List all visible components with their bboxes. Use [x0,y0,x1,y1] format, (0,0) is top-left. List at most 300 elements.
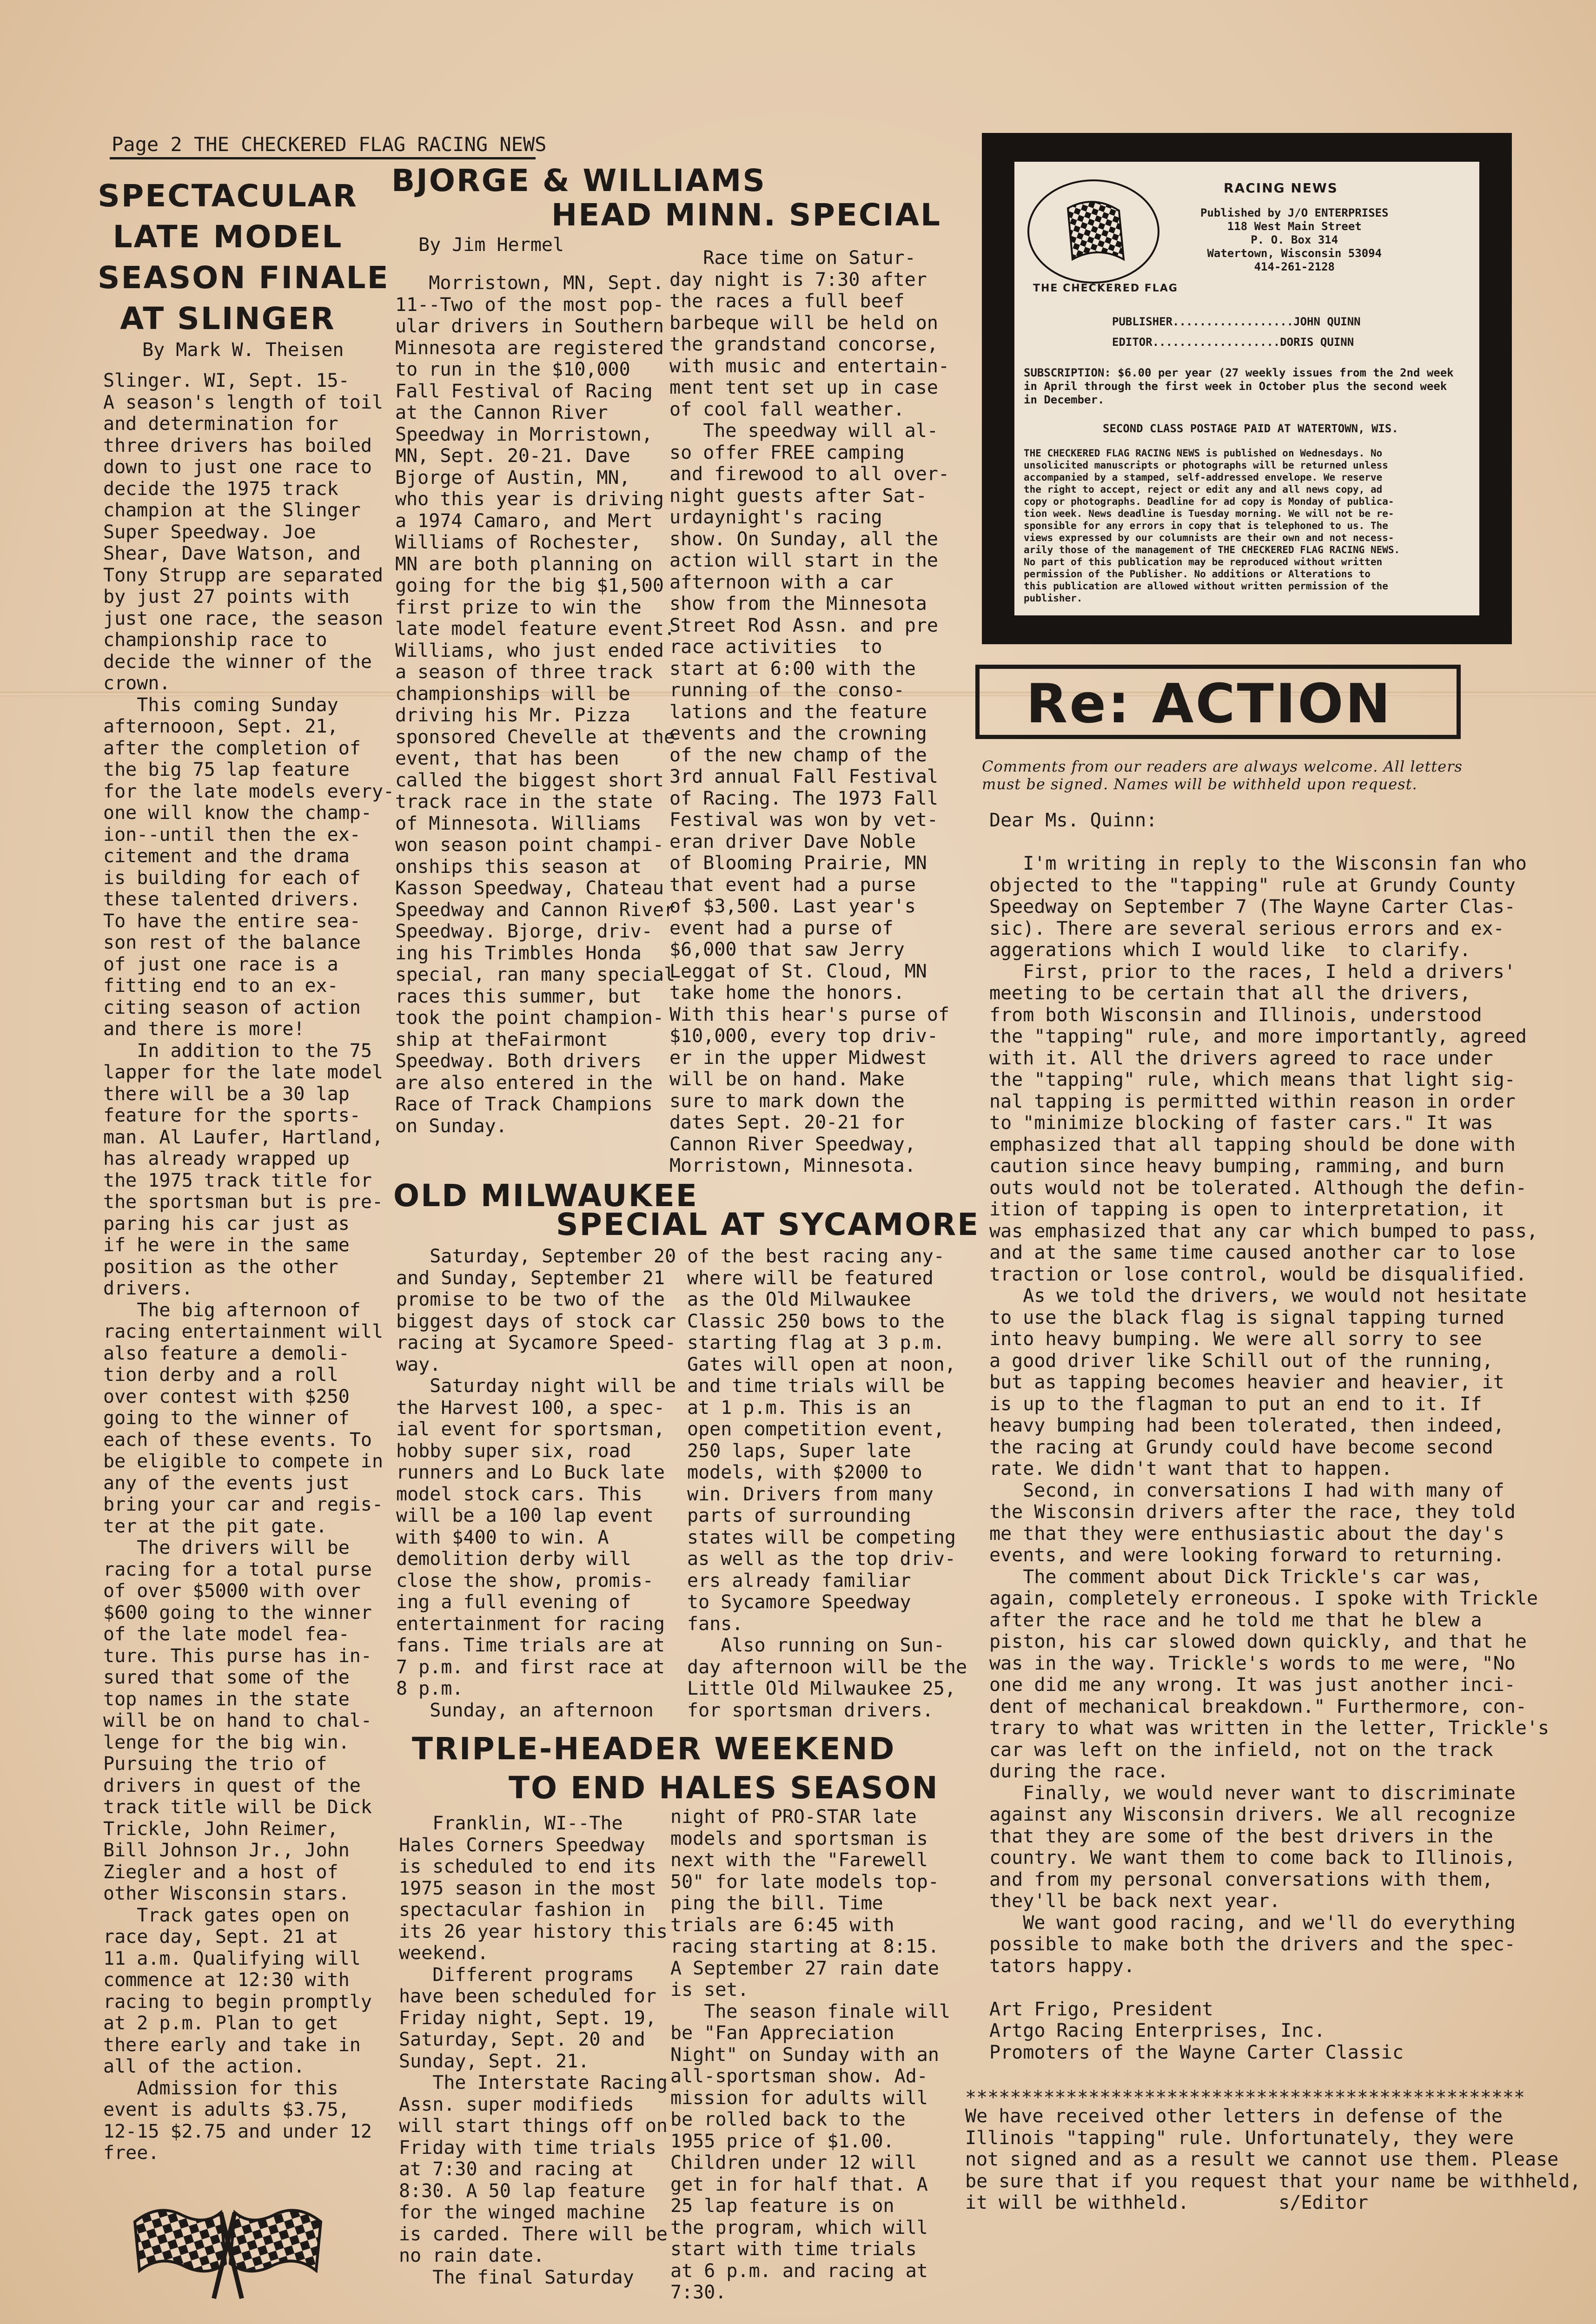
milwaukee-text-line: Little Old Milwaukee 25, [687,1678,956,1699]
hales-text-line: be "Fan Appreciation [670,2022,894,2044]
letter-line: during the race. [989,1761,1169,1782]
hales-text-line: at 7:30 and racing at [399,2159,634,2180]
milwaukee-title-line-2: SPECIAL AT SYCAMORE [556,1207,980,1242]
bjorge-text-line: Speedway in Morristown, [395,423,653,445]
letter-line: aggerations which I would like to clarify. [989,939,1471,961]
bjorge-text-line: Bjorge of Austin, MN, [395,467,630,489]
slinger-text-line: will be on hand to chal- [103,1710,372,1731]
slinger-text-line: the big 75 lap feature [103,759,350,780]
editor-note-line: it will be withheld. s/Editor [965,2192,1368,2213]
slinger-text-line: racing to begin promptly [103,1991,372,2013]
slinger-text-line: citing season of action [103,997,361,1018]
milwaukee-text-line: 250 laps, Super late [687,1440,911,1462]
publication-notice [1024,447,1400,604]
letter-line: The comment about Dick Trickle's car was, [989,1566,1482,1588]
bjorge-text-line: onships this season at [395,856,642,878]
letter-line: First, prior to the races, I held a drivers' [989,961,1516,983]
letter-line: that they are some of the best drivers in the [989,1825,1493,1847]
slinger-text-line: 11 a.m. Qualifying will [103,1948,361,1969]
hales-text-line: trials are 6:45 with [670,1914,894,1936]
letter-line: Art Frigo, President [989,1998,1213,2020]
slinger-text-line: fitting end to an ex- [103,975,338,997]
letter-line: Dear Ms. Quinn: [989,810,1158,831]
bjorge-text-line: on Sunday. [395,1115,507,1137]
milwaukee-text-line: where will be featured [687,1267,934,1289]
letter-line: As we told the drivers, we would not hesitate [989,1285,1527,1307]
slinger-text-line: if he were in the same [103,1235,350,1256]
slinger-text-line: A season's length of toil [103,391,384,413]
bjorge-text-line: going for the big $1,500 [395,575,664,596]
bjorge-text-line: and firewood to all over- [669,463,950,485]
slinger-text-line: these talented drivers. [103,889,361,910]
slinger-text-line: three drivers has boiled [103,435,372,456]
milwaukee-text-line: as the Old Milwaukee [687,1289,911,1310]
notice-line: the right to accept, reject or edit any and all news copy, ad [1024,484,1383,495]
masthead-box [982,133,1512,644]
letter-line: and from my personal conversations with them, [989,1868,1493,1890]
slinger-text-line: Tony Strupp are separated [103,564,384,586]
notice-line: this publication are allowed without written permission of the [1024,581,1388,592]
hales-text-line: will start things off on [399,2115,668,2137]
bjorge-column-1 [395,272,675,1137]
hales-text-line: Friday night, Sept. 19, [399,2007,656,2029]
bjorge-text-line: afternoon with a car [669,571,894,593]
hales-text-line: Sunday, Sept. 21. [399,2050,589,2072]
letter-line: objected to the "tapping" rule at Grundy County [989,874,1516,896]
letter-line: Finally, we would never want to discriminate [989,1782,1516,1804]
bjorge-text-line: Fall Festival of Racing [395,380,653,402]
letter-line: emphasized that all tapping should be done with [989,1134,1516,1155]
letter-line: they'll be back next year. [989,1890,1281,1912]
bjorge-text-line: to run in the $10,000 [395,359,630,380]
slinger-title-line: LATE MODEL [113,219,343,255]
publisher-info-line: Published by J/O ENTERPRISES [1200,206,1389,219]
hales-text-line: night of PRO-STAR late [670,1806,917,1828]
hales-text-line: weekend. [399,1942,489,1964]
hales-text-line: models and sportsman is [670,1828,928,1849]
editor-note-line: We have received other letters in defense of the [965,2106,1503,2127]
slinger-text-line: Admission for this [103,2077,338,2099]
slinger-text-line: sured that some of the [103,1667,350,1688]
publisher-info-line: 118 West Main Street [1227,220,1362,233]
subscription-line: SUBSCRIPTION: $6.00 per year (27 weekly issues from the 2nd week [1024,366,1454,379]
hales-text-line: all-sportsman show. Ad- [670,2066,928,2087]
bjorge-text-line: MN are both planning on [395,553,653,575]
letter-line: possible to make both the drivers and the spec- [989,1934,1516,1955]
slinger-text-line: bring your car and regis- [103,1494,384,1515]
milwaukee-text-line: 8 p.m. [396,1678,464,1699]
hales-text-line: Night" on Sunday with an [670,2044,939,2066]
notice-line: accompanied by a stamped, self-addressed envelope. We reserve [1024,472,1383,483]
letter-line: outs would not be tolerated. Although the defin- [989,1177,1527,1199]
hales-text-line: ping the bill. Time [670,1893,883,1914]
letter-line: one did me any wrong. It was just another inci- [989,1674,1516,1696]
slinger-text-line: Shear, Dave Watson, and [103,543,361,564]
milwaukee-text-line: states will be competing [687,1526,956,1548]
bjorge-text-line: 11--Two of the most pop- [395,294,664,316]
slinger-text-line: the 1975 track title for [103,1169,372,1191]
letter-line: with it. All the drivers agreed to race under [989,1047,1493,1069]
milwaukee-text-line: Gates will open at noon, [687,1353,956,1375]
bjorge-text-line: urdaynight's racing [669,507,882,528]
slinger-text-line: Ziegler and a host of [103,1861,338,1883]
hales-text-line: 1975 season in the most [399,1877,656,1899]
letter-line: Artgo Racing Enterprises, Inc. [989,2020,1325,2041]
notice-line: sponsible for any errors in copy that is telephoned to us. The [1024,520,1388,531]
milwaukee-text-line: Sunday, an afternoon [396,1699,654,1721]
slinger-text-line: ture. This purse has in- [103,1645,372,1667]
bjorge-text-line: 3rd annual Fall Festival [669,766,938,787]
hales-text-line: 8:30. A 50 lap feature [399,2180,645,2202]
slinger-text-line: also feature a demoli- [103,1342,350,1364]
bjorge-text-line: driving his Mr. Pizza [395,705,630,726]
bjorge-text-line: a season of three track [395,661,653,683]
slinger-text-line: down to just one race to [103,456,372,478]
slinger-text-line: any of the events just [103,1472,350,1494]
slinger-text-line: decide the winner of the [103,651,372,673]
bjorge-text-line: of $3,500. Last year's [669,896,916,917]
hales-text-line: next with the "Farewell [670,1849,928,1871]
publisher-info-line: Watertown, Wisconsin 53094 [1207,247,1382,260]
slinger-text-line: position as the other [103,1256,338,1278]
milwaukee-text-line: entertainment for racing [396,1613,665,1635]
slinger-text-line: feature for the sports- [103,1105,361,1126]
slinger-text-line: each of these events. To [103,1429,372,1451]
letter-line: was emphasized that any car which bumped to pass, [989,1220,1538,1242]
hales-text-line: Saturday, Sept. 20 and [399,2029,645,2050]
bjorge-text-line: MN, Sept. 20-21. Dave [395,445,630,467]
letter-line: Promoters of the Wayne Carter Classic [989,2041,1404,2063]
bjorge-text-line: running of the conso- [669,680,905,701]
bjorge-text-line: sure to mark down the [669,1090,905,1112]
slinger-text-line: Super Speedway. Joe [103,521,316,543]
letter-line: country. We want them to come back to Illinois, [989,1847,1516,1868]
letter-line: again, completely erroneous. I spoke with Trickle [989,1588,1538,1609]
letter-line: but as tapping becomes heavier and heavier, it [989,1372,1504,1393]
reaction-note-line: Comments from our readers are always welcome. All letters [982,758,1463,775]
slinger-text-line: racing entertainment will [103,1321,384,1342]
bjorge-text-line: day night is 7:30 after [669,269,927,290]
letter-line: caution since heavy bumping, ramming, and burn [989,1155,1504,1177]
slinger-text-line: be eligible to compete in [103,1451,384,1472]
bjorge-text-line: events and the crowning [669,723,927,744]
letter-line: car was left on the infield, not on the track [989,1739,1493,1761]
letter-line: me that they were enthusiastic about the day's [989,1523,1504,1545]
star-divider: ************************************************** [965,2087,1525,2108]
milwaukee-text-line: for sportsman drivers. [687,1699,934,1721]
slinger-text-line: of just one race is a [103,953,338,975]
hales-text-line: no rain date. [399,2245,545,2266]
slinger-text-line: Bill Johnson Jr., John [103,1840,350,1861]
slinger-text-line: afternooon, Sept. 21, [103,716,338,737]
letter-line: the racing at Grundy could have become second [989,1436,1493,1458]
bjorge-text-line: lations and the feature [669,701,927,723]
editor-note-line: Illinois "tapping" rule. Unfortunately, they were [965,2127,1514,2149]
bjorge-text-line: event had a purse of [669,917,894,939]
milwaukee-text-line: Saturday night will be [396,1375,676,1397]
bjorge-text-line: the races a full beef [669,290,905,312]
bjorge-text-line: first prize to win the [395,596,642,618]
editor-note-line: be sure that if you request that your name be withheld, [965,2170,1581,2192]
bjorge-text-line: action will start in the [669,550,938,571]
slinger-text-line: drivers in quest of the [103,1775,361,1796]
slinger-text-line: Pursuing the trio of [103,1753,327,1775]
milwaukee-column-2 [687,1246,967,1721]
slinger-text-line: paring his car just as [103,1213,350,1235]
milwaukee-text-line: day afternoon will be the [687,1656,967,1678]
notice-line: unsolicited manuscripts or photographs will be returned unless [1024,460,1388,471]
bjorge-title-line-1: BJORGE & WILLIAMS [391,163,766,198]
slinger-text-line: the sportsman but is pre- [103,1191,384,1213]
milwaukee-text-line: fans. Time trials are at [396,1635,665,1656]
milwaukee-text-line: Also running on Sun- [687,1635,945,1656]
notice-line: THE CHECKERED FLAG RACING NEWS is published on Wednesdays. No [1024,448,1383,459]
slinger-text-line: In addition to the 75 [103,1040,372,1062]
hales-text-line: racing starting at 8:15. [670,1936,939,1957]
slinger-text-line: race day, Sept. 21 at [103,1926,338,1948]
masthead-inner [1014,162,1479,615]
header-rule [110,157,536,159]
bjorge-text-line: Race of Track Champions [395,1094,653,1115]
milwaukee-text-line: and Sunday, September 21 [396,1267,665,1289]
reaction-letter [989,810,1549,2063]
milwaukee-text-line: ial event for sportsman, [396,1419,665,1440]
slinger-text-line: track title will be Dick [103,1796,372,1818]
bjorge-text-line: $10,000, every top driv- [669,1025,938,1047]
reaction-title: Re: ACTION [1026,673,1392,735]
bjorge-text-line: race activities to [669,636,882,658]
slinger-text-line: Track gates open on [103,1904,350,1926]
publisher-line: PUBLISHER..................JOHN QUINN [1112,315,1361,328]
letter-line: a good driver like Schill out of the running, [989,1350,1493,1372]
bjorge-text-line: Kasson Speedway, Chateau [395,878,664,899]
slinger-text-line: event is adults $3.75, [103,2099,350,2120]
slinger-body [103,370,394,2164]
bjorge-text-line: Morristown, Minnesota. [669,1155,916,1176]
subscription-line: in December. [1024,393,1105,406]
letter-line: to use the black flag is signal tapping turned [989,1307,1504,1328]
publisher-info [1200,206,1389,274]
bjorge-text-line: of Racing. The 1973 Fall [669,787,938,809]
slinger-text-line: there will be a 30 lap [103,1083,350,1105]
publisher-info-line: 414-261-2128 [1254,260,1335,273]
bjorge-text-line: so offer FREE camping [669,442,905,463]
bjorge-text-line: dates Sept. 20-21 for [669,1112,905,1133]
milwaukee-text-line: close the show, promis- [396,1570,654,1591]
hales-text-line: at 6 p.m. and racing at [670,2260,928,2282]
hales-text-line: Franklin, WI--The [399,1813,623,1834]
hales-text-line: is carded. There will be [399,2223,668,2245]
slinger-text-line: just one race, the season [103,607,384,629]
bjorge-text-line: of Minnesota. Williams [395,812,642,834]
notice-line: copy or photographs. Deadline for ad copy is Monday of publica- [1024,496,1394,507]
slinger-text-line: lapper for the late model [103,1062,384,1083]
bjorge-text-line: who this year is driving [395,489,664,510]
hales-text-line: get in for half that. A [670,2173,928,2195]
hales-text-line: 7:30. [670,2282,727,2303]
bjorge-text-line: Speedway and Cannon River [395,899,675,921]
milwaukee-column-1 [396,1246,676,1721]
milwaukee-text-line: model stock cars. This [396,1483,642,1505]
bjorge-text-line: $6,000 that saw Jerry [669,939,905,960]
slinger-text-line: ter at the pit gate. [103,1515,327,1537]
notice-line: permission of the Publisher. No additions or Alterations to [1024,568,1371,580]
bjorge-text-line: barbeque will be held on [669,312,938,334]
slinger-text-line: all of the action. [103,2056,305,2077]
milwaukee-text-line: racing at Sycamore Speed- [396,1332,676,1353]
slinger-text-line: is building for each of [103,867,361,889]
hales-text-line: is set. [670,1979,749,2000]
slinger-text-line: of over $5000 with over [103,1580,361,1602]
letter-line: meeting to be certain that all the drivers, [989,983,1471,1004]
letter-line: the "tapping" rule, and more importantly, agreed [989,1026,1527,1047]
letter-line: after the race and he told me that he blew a [989,1609,1482,1631]
bjorge-text-line: The speedway will al- [669,420,938,442]
letter-line: rate. We didn't want that to happen. [989,1458,1392,1479]
milwaukee-text-line: open competition event, [687,1419,945,1440]
slinger-text-line: one will know the champ- [103,802,372,824]
slinger-text-line: and there is more! [103,1018,305,1040]
bjorge-text-line: took the point champion- [395,1007,664,1029]
milwaukee-text-line: promise to be two of the [396,1289,665,1310]
slinger-text-line: there early and take in [103,2034,361,2056]
editor-note [965,2106,1581,2214]
slinger-text-line: after the completion of [103,737,361,759]
letter-line: to "minimize blocking of faster cars." It was [989,1112,1493,1134]
page-header: Page 2 THE CHECKERED FLAG RACING NEWS [112,133,547,156]
bjorge-text-line: take home the honors. [669,982,905,1004]
milwaukee-text-line: as well as the top driv- [687,1548,956,1570]
hales-text-line: the program, which will [670,2217,928,2238]
milwaukee-text-line: to Sycamore Speedway [687,1591,911,1613]
notice-line: publisher. [1024,593,1083,604]
slinger-text-line: top names in the state [103,1688,350,1710]
milwaukee-text-line: with $400 to win. A [396,1526,609,1548]
bjorge-text-line: races this summer, but [395,985,642,1007]
subscription-info [1024,366,1454,407]
bjorge-text-line: Williams, who just ended [395,640,664,661]
notice-line: views expressed by our columnists are their own and not necess- [1024,532,1394,543]
bjorge-text-line: Speedway. Both drivers [395,1050,642,1072]
hales-title-line-1: TRIPLE-HEADER WEEKEND [412,1731,896,1767]
checkered-flag-logo-icon [1024,171,1168,287]
letter-line: We want good racing, and we'll do everything [989,1912,1516,1934]
milwaukee-text-line: Classic 250 bows to the [687,1310,945,1332]
bjorge-text-line: event, that has been [395,748,619,769]
logo-text: THE CHECKERED FLAG [1033,283,1178,294]
slinger-text-line: son rest of the balance [103,932,361,953]
hales-text-line: The Interstate Racing [399,2072,668,2093]
reaction-note [982,758,1463,793]
bjorge-text-line: Minnesota are registered [395,337,664,359]
bjorge-text-line: special, ran many special [395,964,675,985]
bjorge-text-line: of cool fall weather. [669,398,905,420]
bjorge-text-line: Morristown, MN, Sept. [395,272,664,294]
slinger-text-line: $600 going to the winner [103,1602,372,1624]
hales-text-line: spectacular fashion in [399,1899,645,1921]
slinger-text-line: going to the winner of [103,1407,350,1429]
bjorge-text-line: Race time on Satur- [669,247,916,269]
postage-line: SECOND CLASS POSTAGE PAID AT WATERTOWN, WIS. [1103,422,1398,435]
hales-text-line: A September 27 rain date [670,1957,939,1979]
hales-text-line: Assn. super modifieds [399,2093,634,2115]
bjorge-text-line: that event had a purse [669,874,916,896]
bjorge-text-line: Williams of Rochester, [395,532,642,553]
letter-line: tators happy. [989,1955,1135,1977]
bjorge-text-line: a 1974 Camaro, and Mert [395,510,653,532]
bjorge-text-line: with music and entertain- [669,355,950,377]
slinger-title-line: AT SLINGER [120,301,336,337]
milwaukee-text-line: of the best racing any- [687,1246,945,1267]
slinger-title-line: SPECTACULAR [98,178,358,214]
slinger-text-line: crown. [103,673,171,694]
milwaukee-text-line: way. [396,1353,441,1375]
slinger-title [98,176,390,339]
slinger-text-line: drivers. [103,1278,193,1299]
milwaukee-text-line: models, with $2000 to [687,1462,922,1483]
bjorge-text-line: start at 6:00 with the [669,658,916,680]
slinger-text-line: by just 27 points with [103,586,350,607]
slinger-text-line: at 2 p.m. Plan to get [103,2013,338,2034]
slinger-text-line: racing for a total purse [103,1558,372,1580]
hales-text-line: Friday with time trials [399,2137,656,2159]
bjorge-text-line: Leggat of St. Cloud, MN [669,960,927,982]
slinger-title-line: SEASON FINALE [98,260,390,296]
letter-line: Speedway on September 7 (The Wayne Carter Clas- [989,896,1516,918]
slinger-byline: By Mark W. Theisen [142,339,344,361]
slinger-text-line: The drivers will be [103,1537,350,1558]
slinger-text-line: This coming Sunday [103,694,338,716]
notice-line: tion week. News deadline is Tuesday morning. We will not be re- [1024,508,1394,519]
publisher-info-line: P. O. Box 314 [1251,233,1338,246]
letter-line: ition of tapping is open to interpretation, it [989,1199,1504,1220]
slinger-text-line: To have the entire sea- [103,910,361,932]
letter-line: I'm writing in reply to the Wisconsin fan who [989,853,1527,874]
letter-line: was in the way. Trickle's words to me were, "No [989,1652,1516,1674]
hales-text-line: Hales Corners Speedway [399,1834,645,1856]
milwaukee-text-line: at 1 p.m. This is an [687,1397,911,1419]
letter-line: against any Wisconsin drivers. We all recognize [989,1804,1516,1825]
hales-text-line: is scheduled to end its [399,1856,656,1877]
letter-line: dent of mechanical breakdown." Furthermore, con- [989,1696,1527,1717]
milwaukee-text-line: fans. [687,1613,743,1635]
bjorge-text-line: track race in the state [395,791,653,812]
bjorge-text-line: at the Cannon River [395,402,608,423]
bjorge-text-line: Cannon River Speedway, [669,1133,916,1155]
hales-text-line: 25 lap feature is on [670,2195,894,2217]
bjorge-byline: By Jim Hermel [418,234,564,256]
milwaukee-text-line: Saturday, September 20 [396,1246,676,1267]
hales-text-line: The season finale will [670,2000,951,2022]
bjorge-text-line: of Blooming Prairie, MN [669,852,927,874]
milwaukee-text-line: biggest days of stock car [396,1310,676,1332]
slinger-text-line: other Wisconsin stars. [103,1883,350,1904]
milwaukee-text-line: demolition derby will [396,1548,631,1570]
hales-text-line: 50" for late models top- [670,1871,939,1893]
bjorge-text-line: night guests after Sat- [669,485,927,507]
bjorge-text-line: called the biggest short [395,769,664,791]
hales-text-line: Different programs [399,1964,634,1986]
bjorge-text-line: are also entered in the [395,1072,653,1094]
hales-column-1 [399,1813,668,2288]
hales-text-line: mission for adults will [670,2087,928,2109]
slinger-text-line: free. [103,2142,159,2164]
slinger-text-line: champion at the Slinger [103,500,361,521]
hales-text-line: start with time trials [670,2238,917,2260]
milwaukee-text-line: ers already familiar [687,1570,911,1591]
bjorge-text-line: championships will be [395,683,630,705]
slinger-text-line: man. Al Laufer, Hartland, [103,1126,384,1148]
